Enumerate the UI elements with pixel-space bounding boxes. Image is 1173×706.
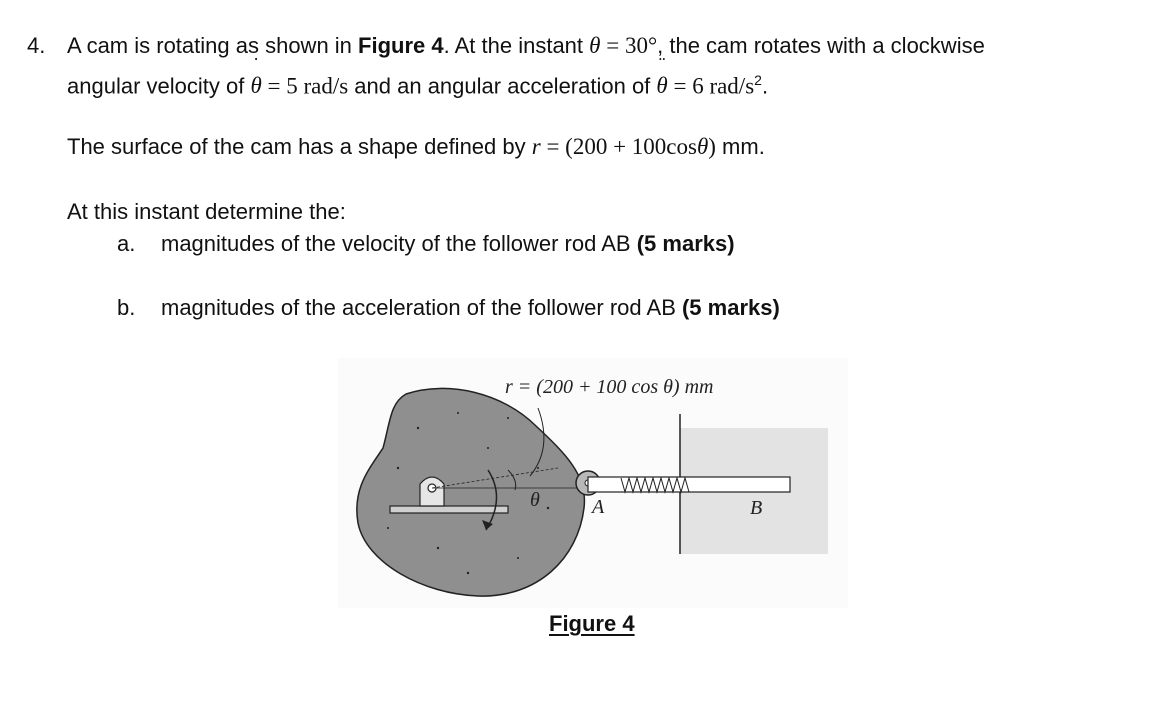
determine-heading: At this instant determine the: [67, 199, 346, 224]
surface-unit: mm. [715, 134, 765, 159]
figure-equation: r = (200 + 100 cos θ) mm [505, 376, 714, 398]
cam-follower-figure [338, 358, 848, 608]
surface-close: ) [708, 134, 716, 159]
part-a-body: magnitudes of the velocity of the follower rod AB [161, 231, 637, 256]
r-symbol: r [531, 134, 541, 159]
part-a-marks: (5 marks) [636, 231, 735, 256]
theta-symbol: θ [589, 33, 601, 58]
line2-end: . [761, 73, 769, 99]
question-line-1 [67, 31, 985, 61]
follower-rod [588, 477, 790, 492]
line2-mid: and an angular acceleration of [348, 73, 657, 99]
line1-mid: . At the instant [443, 33, 590, 58]
part-b-marks: (5 marks) [681, 295, 780, 320]
part-b-body: magnitudes of the acceleration of the follower rod AB [161, 295, 682, 320]
support-base [390, 506, 508, 513]
surface-equation: = (200 + 100cos [540, 134, 697, 159]
figure-label-b: B [750, 497, 763, 519]
line1-pre: A cam is rotating as shown in [67, 33, 359, 58]
theta-ddot-symbol: θ ¨ [656, 54, 668, 99]
theta-value: = 30° [600, 33, 658, 58]
figure-label-a: A [592, 496, 605, 518]
surface-theta: θ [696, 134, 709, 159]
figure-caption: Figure 4 [549, 611, 635, 636]
part-a-text [161, 229, 735, 259]
question-number: 4. [27, 33, 46, 58]
figure-label-theta: θ [530, 489, 540, 511]
question-line-2 [67, 54, 769, 101]
line2-pre: angular velocity of [67, 73, 251, 99]
surface-definition [67, 132, 765, 162]
angular-velocity-value: = 5 rad/s [261, 73, 349, 99]
theta-dot-symbol: θ ˙ [250, 54, 262, 99]
line1-post: , the cam rotates with a clockwise [657, 33, 985, 58]
squared-superscript: 2 [754, 72, 762, 88]
part-a-label: a. [117, 231, 136, 256]
part-b-text [161, 293, 780, 323]
angular-acceleration-value: = 6 rad/s [667, 73, 755, 99]
surface-pre: The surface of the cam has a shape defined by [67, 134, 532, 159]
figure-reference: Figure 4 [358, 33, 444, 58]
part-b-label: b. [117, 295, 136, 320]
